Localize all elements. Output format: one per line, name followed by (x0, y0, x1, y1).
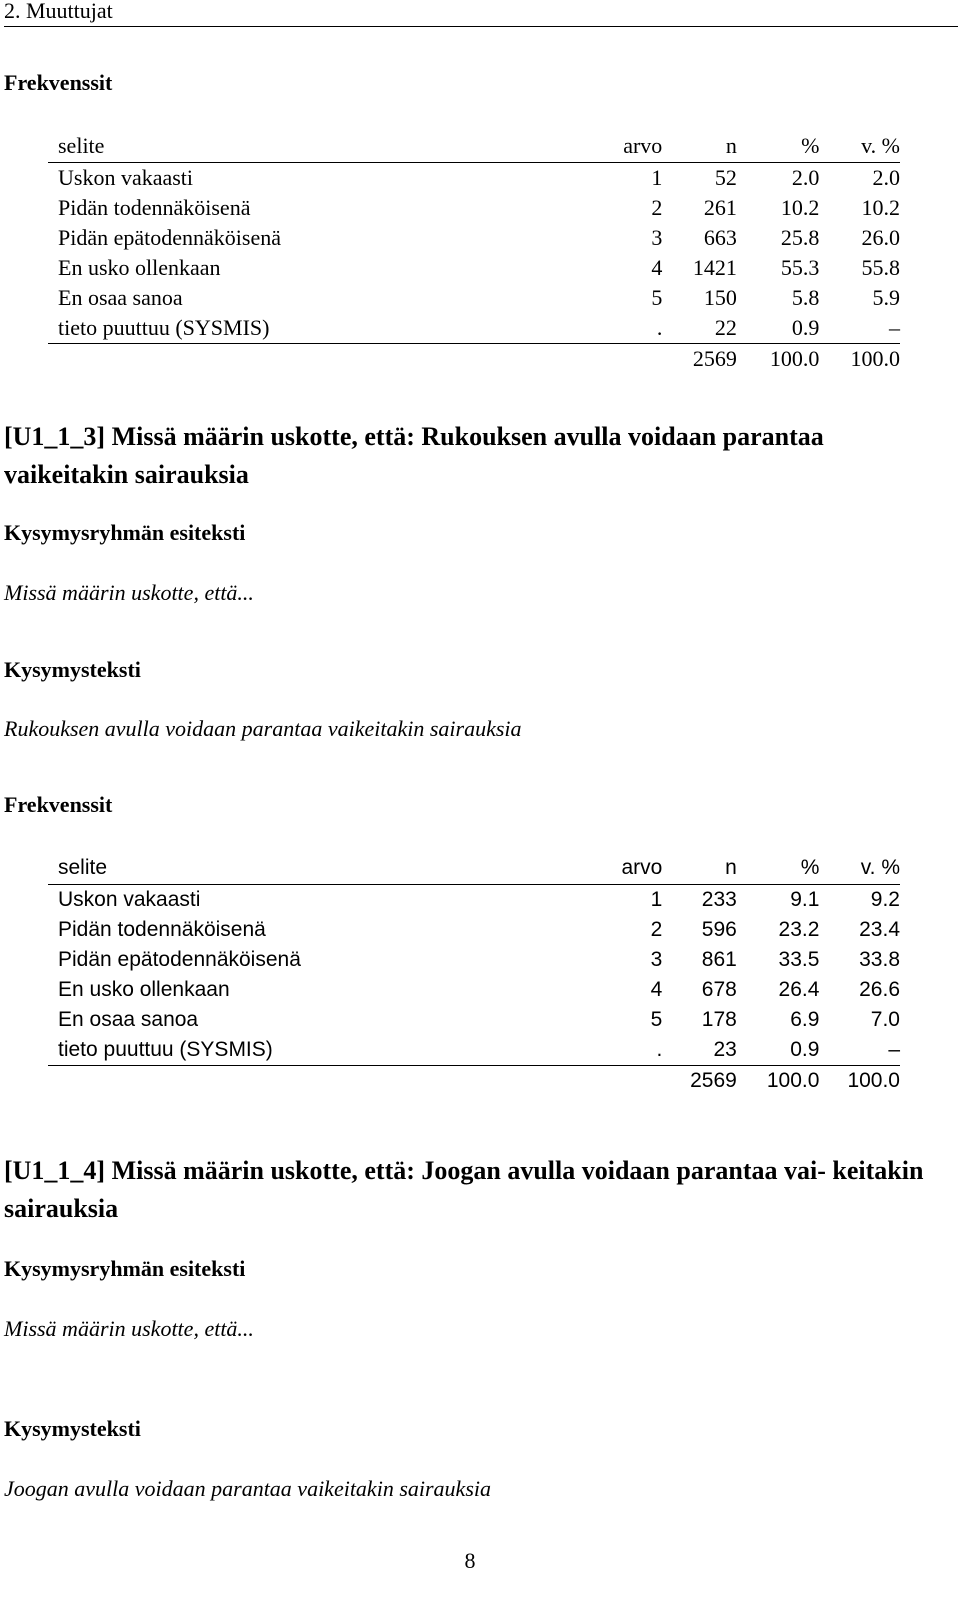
cell-arvo: 1 (650, 888, 663, 911)
table-row (48, 163, 900, 194)
table-row (48, 193, 900, 223)
cell-vpct: 55.8 (861, 255, 900, 280)
cell-n: 22 (662, 313, 737, 344)
total-pct: 100.0 (766, 1069, 820, 1092)
cell-pct: 9.1 (790, 888, 820, 911)
cell-pct: 25.8 (780, 225, 820, 250)
total-row (48, 344, 900, 375)
cell-arvo: 5 (651, 285, 663, 310)
cell-selite: Pidän todennäköisenä (58, 195, 251, 220)
cell-arvo: 3 (650, 948, 663, 971)
cell-vpct: 10.2 (861, 195, 900, 220)
cell-arvo: 2 (651, 195, 663, 220)
total-vpct: 100.0 (850, 346, 900, 371)
cell-pct: 2.0 (791, 165, 820, 190)
question-text: Rukouksen avulla voidaan parantaa vaikeitakin sairauksia (4, 716, 522, 741)
question-text-heading: Kysymysteksti (4, 1416, 141, 1441)
cell-n: 1421 (692, 255, 737, 280)
cell-selite: tieto puuttuu (SYSMIS) (48, 1035, 562, 1066)
cell-n: 233 (701, 888, 737, 911)
table-row (48, 915, 900, 945)
cell-n: 23 (662, 1035, 737, 1066)
cell-n: 596 (701, 918, 737, 941)
frequency-table-2 (48, 852, 900, 1096)
cell-n: 678 (701, 978, 737, 1001)
cell-n: 663 (703, 225, 737, 250)
question-text-heading: Kysymysteksti (4, 657, 141, 682)
cell-n: 52 (714, 165, 737, 190)
cell-arvo: . (562, 313, 663, 344)
cell-pct: 5.8 (791, 285, 820, 310)
question-text: Joogan avulla voidaan parantaa vaikeitakin sairauksia (4, 1476, 491, 1501)
cell-pct: 0.9 (737, 313, 820, 344)
cell-selite: Pidän epätodennäköisenä (58, 948, 301, 971)
cell-vpct: 26.6 (859, 978, 900, 1001)
question-title-u1-1-4: [U1_1_4] Missä määrin uskotte, että: Joogan avulla voidaan parantaa vai- keitakin sairauksia (4, 1156, 924, 1223)
header-divider (4, 26, 958, 27)
table-row (48, 975, 900, 1005)
col-header-selite: selite (48, 852, 562, 885)
cell-selite: En usko ollenkaan (58, 255, 221, 280)
table-row (48, 223, 900, 253)
cell-vpct: 5.9 (872, 285, 900, 310)
cell-vpct: – (819, 313, 900, 344)
col-header-vpct: v. % (819, 852, 900, 885)
page-number: 8 (464, 1548, 476, 1573)
col-header-pct: % (737, 130, 820, 163)
cell-vpct: 2.0 (872, 165, 900, 190)
col-header-vpct: v. % (819, 130, 900, 163)
col-header-n: n (662, 852, 737, 885)
cell-vpct: 7.0 (870, 1008, 900, 1031)
col-header-pct: % (737, 852, 820, 885)
col-header-arvo: arvo (562, 130, 663, 163)
cell-selite: Pidän epätodennäköisenä (58, 225, 281, 250)
total-pct: 100.0 (769, 346, 820, 371)
group-text: Missä määrin uskotte, että... (4, 580, 254, 605)
col-header-n: n (662, 130, 737, 163)
cell-selite: En osaa sanoa (58, 1008, 199, 1031)
table-row (48, 1035, 900, 1066)
group-text-heading: Kysymysryhmän esiteksti (4, 1256, 246, 1281)
chapter-title: 2. Muuttujat (4, 0, 113, 23)
cell-selite: En osaa sanoa (58, 285, 183, 310)
total-n: 2569 (692, 346, 737, 371)
col-header-selite: selite (48, 130, 562, 163)
group-text: Missä määrin uskotte, että... (4, 1316, 254, 1341)
cell-selite: Uskon vakaasti (58, 888, 201, 911)
frequencies-heading-1: Frekvenssit (4, 70, 113, 95)
cell-vpct: 23.4 (859, 918, 900, 941)
cell-arvo: . (562, 1035, 663, 1066)
table-row (48, 283, 900, 313)
cell-vpct: 26.0 (861, 225, 900, 250)
frequency-table-1 (48, 130, 900, 374)
cell-n: 178 (701, 1008, 737, 1031)
total-row (48, 1066, 900, 1097)
cell-n: 150 (703, 285, 737, 310)
cell-pct: 6.9 (790, 1008, 820, 1031)
cell-pct: 10.2 (780, 195, 820, 220)
cell-selite: Pidän todennäköisenä (58, 918, 266, 941)
cell-pct: 0.9 (737, 1035, 820, 1066)
cell-n: 861 (701, 948, 737, 971)
table-row (48, 945, 900, 975)
cell-pct: 23.2 (778, 918, 820, 941)
table-row (48, 313, 900, 344)
total-n: 2569 (690, 1069, 737, 1092)
cell-arvo: 2 (650, 918, 663, 941)
cell-arvo: 5 (650, 1008, 663, 1031)
cell-pct: 33.5 (778, 948, 820, 971)
col-header-arvo: arvo (562, 852, 663, 885)
frequencies-heading-2: Frekvenssit (4, 792, 113, 817)
cell-arvo: 4 (651, 255, 663, 280)
cell-vpct: – (819, 1035, 900, 1066)
group-text-heading: Kysymysryhmän esiteksti (4, 520, 246, 545)
question-title-u1-1-3: [U1_1_3] Missä määrin uskotte, että: Rukouksen avulla voidaan parantaa vaikeitakin sairauksia (4, 422, 824, 489)
total-vpct: 100.0 (847, 1069, 900, 1092)
cell-vpct: 9.2 (870, 888, 900, 911)
cell-arvo: 3 (651, 225, 663, 250)
table-row (48, 885, 900, 916)
cell-pct: 26.4 (778, 978, 820, 1001)
cell-selite: tieto puuttuu (SYSMIS) (48, 313, 562, 344)
table-row (48, 253, 900, 283)
cell-vpct: 33.8 (859, 948, 900, 971)
table-row (48, 1005, 900, 1035)
cell-arvo: 4 (650, 978, 663, 1001)
cell-arvo: 1 (651, 165, 663, 190)
cell-selite: Uskon vakaasti (58, 165, 194, 190)
cell-n: 261 (703, 195, 737, 220)
cell-pct: 55.3 (780, 255, 820, 280)
cell-selite: En usko ollenkaan (58, 978, 230, 1001)
